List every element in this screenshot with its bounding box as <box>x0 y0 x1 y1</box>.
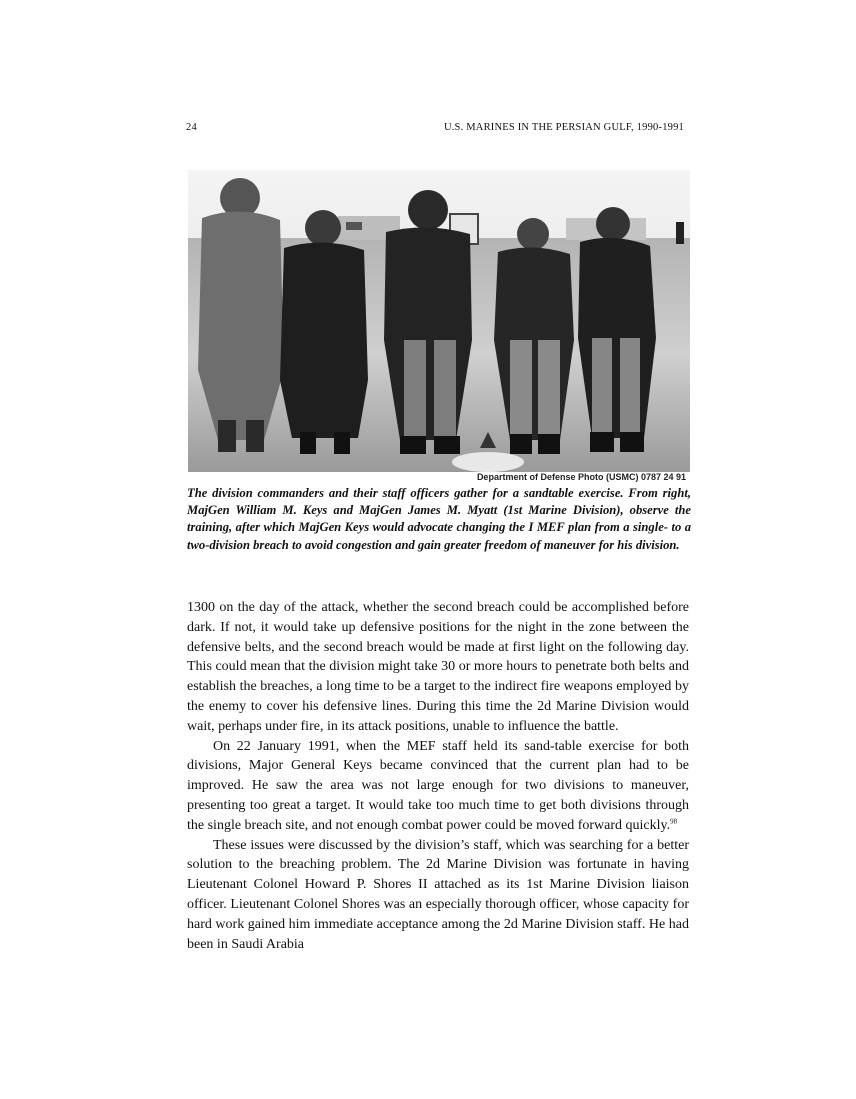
running-title: U.S. MARINES IN THE PERSIAN GULF, 1990-1991 <box>443 122 684 133</box>
paragraph-3: These issues were discussed by the division’s staff, which was searching for a better solution to the breaching problem. The 2d Marine Division was fortunate in having Lieutenant Colonel Howard P. Shores II attached as its 1st Marine Division liaison officer. Lieutenant Colonel Shores was an especially thorough officer, whose capacity for hard work gained him immediate acceptance among the 2d Marine Division staff. He had been in Saudi Arabia <box>187 837 689 952</box>
body-text <box>187 598 689 954</box>
page-header <box>186 122 684 138</box>
photo-caption: The division commanders and their staff officers gather for a sandtable exercise. From right, MajGen William M. Keys and MajGen James M. Myatt (1st Marine Division), observe the training, after which MajGen Keys would advocate changing the I MEF plan from a single- to a two-division breach to avoid congestion and gain greater freedom of maneuver for his division. <box>187 486 691 552</box>
footnote-ref: 98 <box>670 817 678 826</box>
page-number: 24 <box>186 122 197 133</box>
sandtable-exercise-photo <box>188 170 690 472</box>
paragraph-1: 1300 on the day of the attack, whether the second breach could be accomplished before dark. If not, it would take up defensive positions for the night in the zone between the defensive belts, and the second breach would be made at first light on the following day. This could mean that the division might take 30 or more hours to penetrate both belts and establish the breaches, a long time to be a target to the indirect fire weapons employed by the enemy to cover his defensive lines. During this time the 2d Marine Division would wait, perhaps under fire, in its attack positions, unable to influence the battle. <box>187 600 689 734</box>
paragraph-2-text: On 22 January 1991, when the MEF staff held its sand-table exercise for both divisions, Major General Keys became convinced that the current plan had to be improved. He saw the area was not large enough for two divisions to maneuver, presenting too great a target. It would take too much time to get both divisions through the single breach site, and not enough combat power could be moved forward quickly. <box>187 738 689 833</box>
paragraph-2 <box>187 737 689 836</box>
photo-credit: Department of Defense Photo (USMC) 0787 24 91 <box>476 472 686 482</box>
